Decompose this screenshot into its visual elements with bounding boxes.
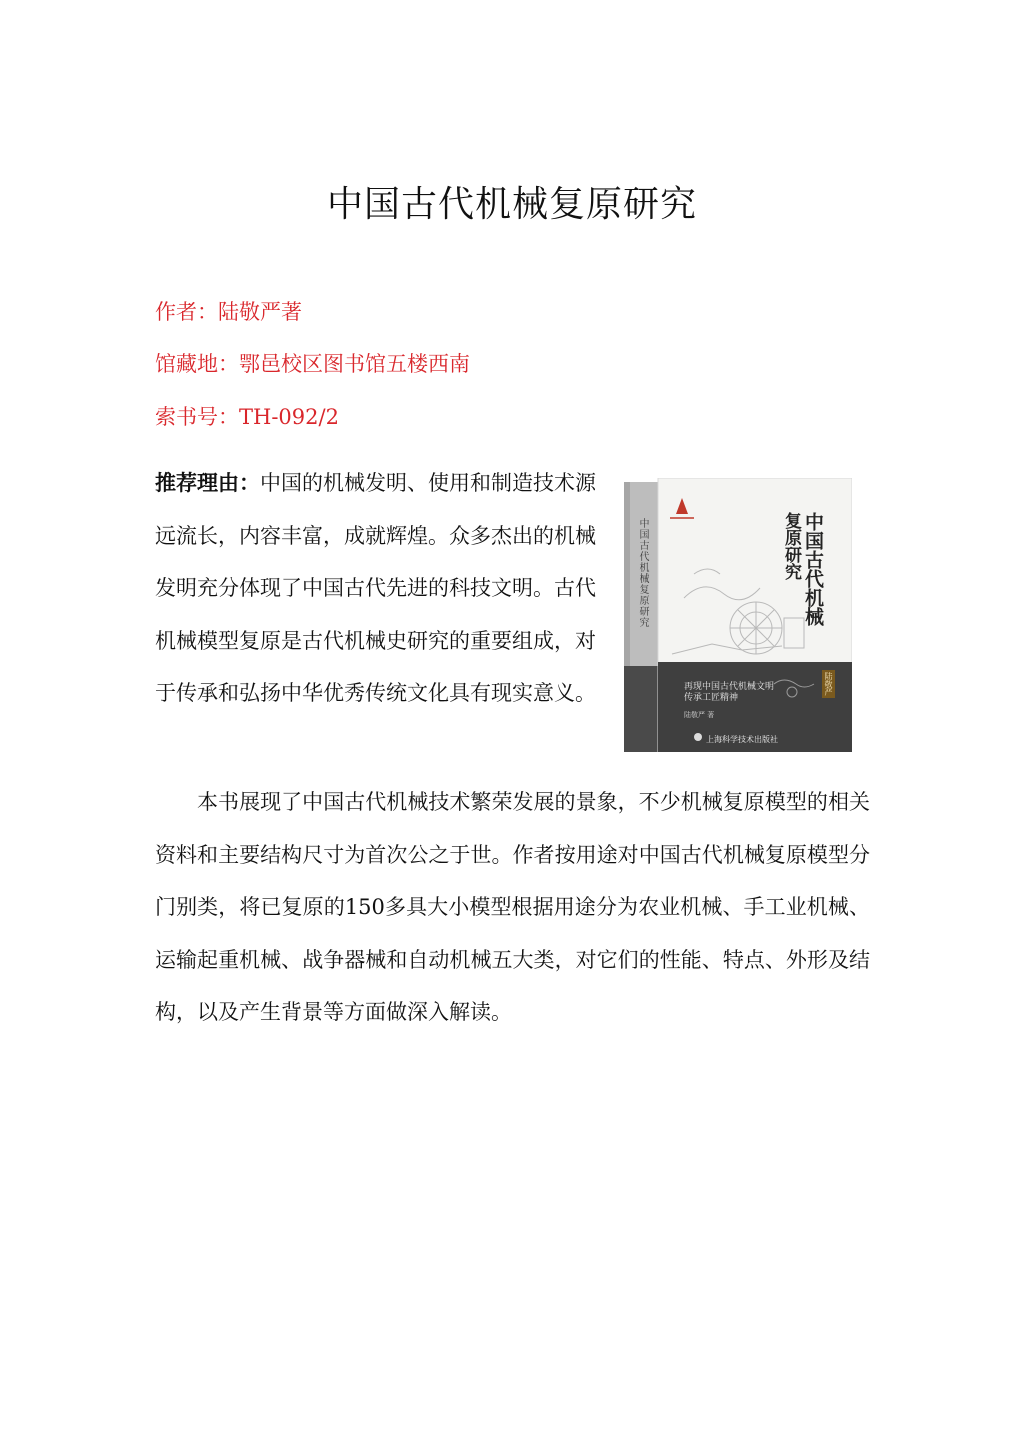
recommendation-paragraph <box>155 457 615 720</box>
book-spine-title: 中国古代机械复原研究 <box>637 518 648 628</box>
cover-publisher: 上海科学技术出版社 <box>706 735 778 744</box>
book-cover-image <box>624 478 852 752</box>
location-line: 馆藏地：鄂邑校区图书馆五楼西南 <box>155 352 470 376</box>
cover-title-main: 中国古代机械 <box>802 512 824 626</box>
cover-tagline-2: 传承工匠精神 <box>684 693 739 703</box>
summary-paragraph: 本书展现了中国古代机械技术繁荣发展的景象，不少机械复原模型的相关资料和主要结构尺寸为首次公之于世。作者按用途对中国古代机械复原模型分门别类，将已复原的150多具大小模型根据用途分为农业机械、手工业机械、运输起重机械、战争器械和自动机械五大类，对它们的性能、特点、外形及结构，以及产生背景等方面做深入解读。 <box>155 790 870 1024</box>
recommendation-label: 推荐理由： <box>155 470 260 495</box>
cover-author: 陆敬严 著 <box>684 711 715 719</box>
author-line: 作者：陆敬严著 <box>155 300 302 324</box>
book-spine-band <box>624 666 658 752</box>
cover-badge: 陆敬严 <box>824 672 833 696</box>
call-number-line: 索书号：TH-092/2 <box>155 405 339 429</box>
publisher-logo-icon <box>694 733 702 741</box>
cover-tagline-1: 再现中国古代机械文明 <box>684 682 775 692</box>
recommendation-text: 中国的机械发明、使用和制造技术源远流长，内容丰富，成就辉煌。众多杰出的机械发明充分体现了中国古代先进的科技文明。古代机械模型复原是古代机械史研究的重要组成，对于传承和弘扬中华优秀传统文化具有现实意义。 <box>155 471 596 705</box>
cover-title-sub: 复原研究 <box>781 512 801 580</box>
page-title: 中国古代机械复原研究 <box>326 184 697 225</box>
